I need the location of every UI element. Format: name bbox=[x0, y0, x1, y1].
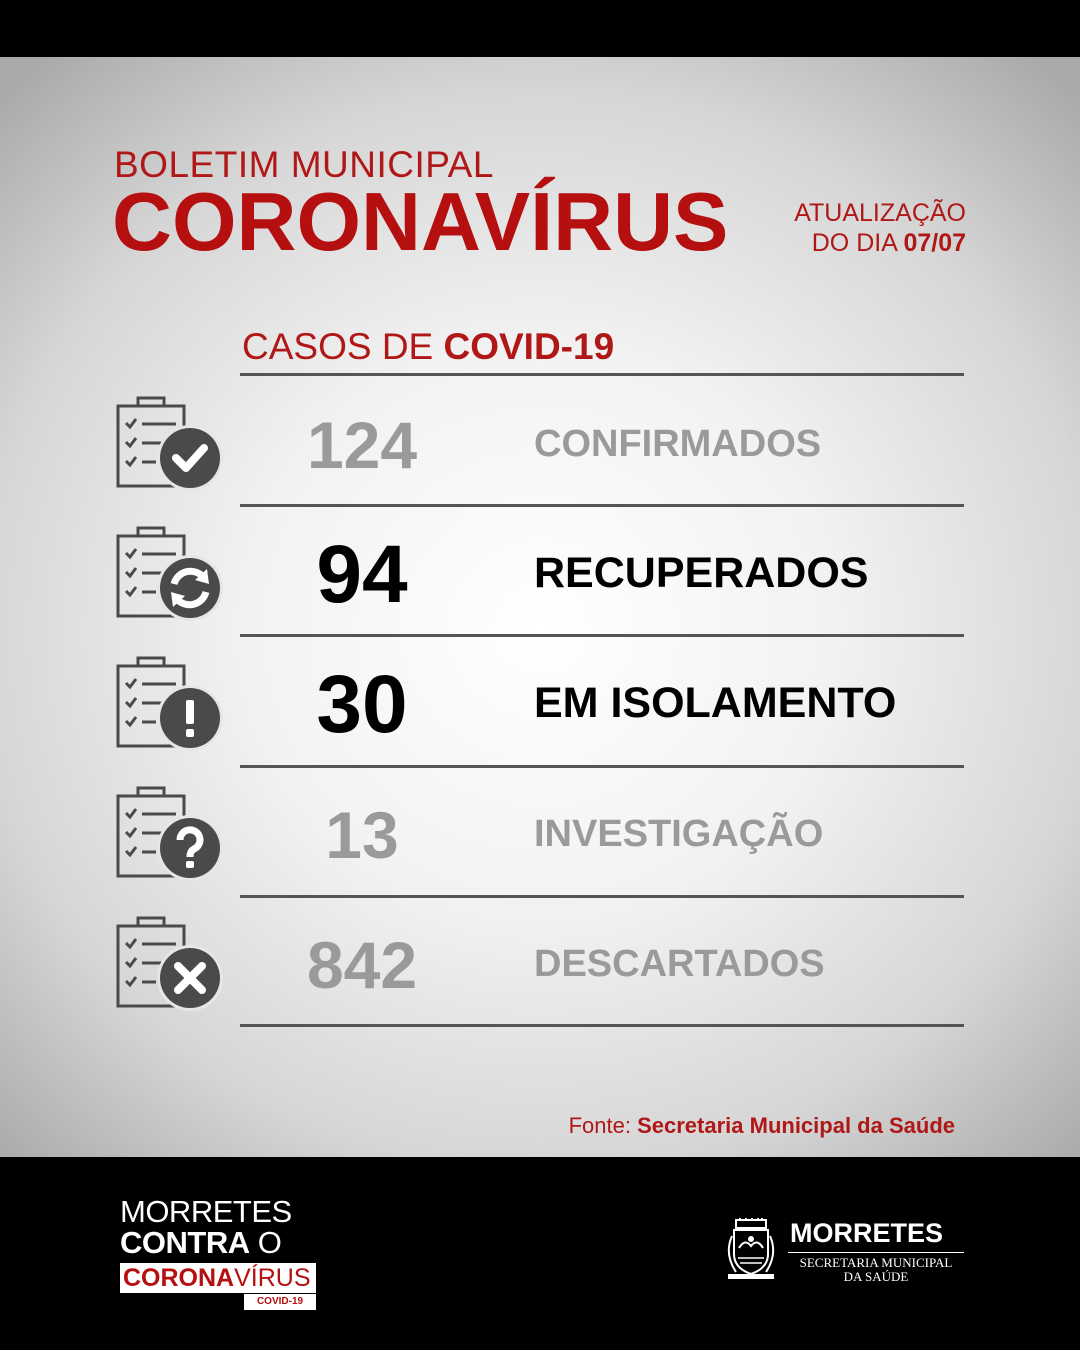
cases-label: CONFIRMADOS bbox=[534, 423, 822, 465]
cases-row-descartados bbox=[0, 898, 1080, 1028]
bulletin-subtitle: BOLETIM MUNICIPAL bbox=[114, 144, 494, 185]
campaign-box-bold: CORONA bbox=[123, 1264, 235, 1292]
government-sub-line2: DA SAÚDE bbox=[843, 1269, 909, 1284]
government-name: MORRETES bbox=[790, 1218, 944, 1248]
cases-value: 124 bbox=[306, 408, 418, 482]
cases-value: 94 bbox=[316, 529, 408, 620]
cases-label: EM ISOLAMENTO bbox=[534, 679, 897, 727]
clipboard-refresh-icon bbox=[114, 520, 226, 624]
cases-row-recuperados bbox=[0, 508, 1080, 638]
campaign-virus-box bbox=[120, 1263, 316, 1293]
cases-heading-prefix: CASOS DE bbox=[242, 326, 444, 367]
cases-heading-bold: COVID-19 bbox=[443, 326, 615, 367]
cases-value: 13 bbox=[325, 798, 399, 872]
cases-row-investigacao bbox=[0, 768, 1080, 898]
government-subtitle bbox=[788, 1256, 964, 1284]
municipal-crest-icon bbox=[722, 1218, 780, 1282]
cases-row-isolamento bbox=[0, 638, 1080, 768]
campaign-line1: MORRETES bbox=[120, 1194, 292, 1229]
campaign-logo bbox=[120, 1196, 320, 1310]
cases-value: 30 bbox=[316, 659, 408, 750]
update-date-block bbox=[794, 198, 966, 258]
bulletin-title: CORONAVÍRUS bbox=[112, 175, 729, 268]
source-prefix: Fonte: bbox=[568, 1113, 638, 1138]
update-date: 07/07 bbox=[903, 229, 966, 257]
cases-label: DESCARTADOS bbox=[534, 943, 825, 985]
clipboard-exclamation-icon bbox=[114, 650, 226, 754]
campaign-box-rest: VÍRUS bbox=[234, 1264, 311, 1292]
government-sub-line1: SECRETARIA MUNICIPAL bbox=[799, 1255, 953, 1270]
update-label: ATUALIZAÇÃO bbox=[794, 199, 966, 227]
cases-label: INVESTIGAÇÃO bbox=[534, 813, 824, 855]
source-credit bbox=[569, 1115, 955, 1137]
top-black-bar bbox=[0, 0, 1080, 57]
cases-value: 842 bbox=[306, 928, 418, 1002]
campaign-tag: COVID-19 bbox=[244, 1294, 316, 1310]
campaign-line2 bbox=[120, 1227, 320, 1258]
cases-label: RECUPERADOS bbox=[534, 549, 869, 597]
source-name: Secretaria Municipal da Saúde bbox=[637, 1113, 955, 1138]
clipboard-check-icon bbox=[114, 390, 226, 494]
campaign-line2-rest: O bbox=[249, 1225, 282, 1260]
update-date-line bbox=[794, 228, 966, 258]
clipboard-x-icon bbox=[114, 910, 226, 1014]
campaign-line2-bold: CONTRA bbox=[120, 1225, 250, 1260]
cases-row-confirmados bbox=[0, 378, 1080, 508]
clipboard-question-icon bbox=[114, 780, 226, 884]
row-divider bbox=[240, 373, 964, 376]
government-divider bbox=[788, 1252, 964, 1253]
cases-heading bbox=[242, 328, 614, 365]
update-prefix: DO DIA bbox=[811, 229, 904, 257]
government-logo bbox=[722, 1218, 972, 1288]
